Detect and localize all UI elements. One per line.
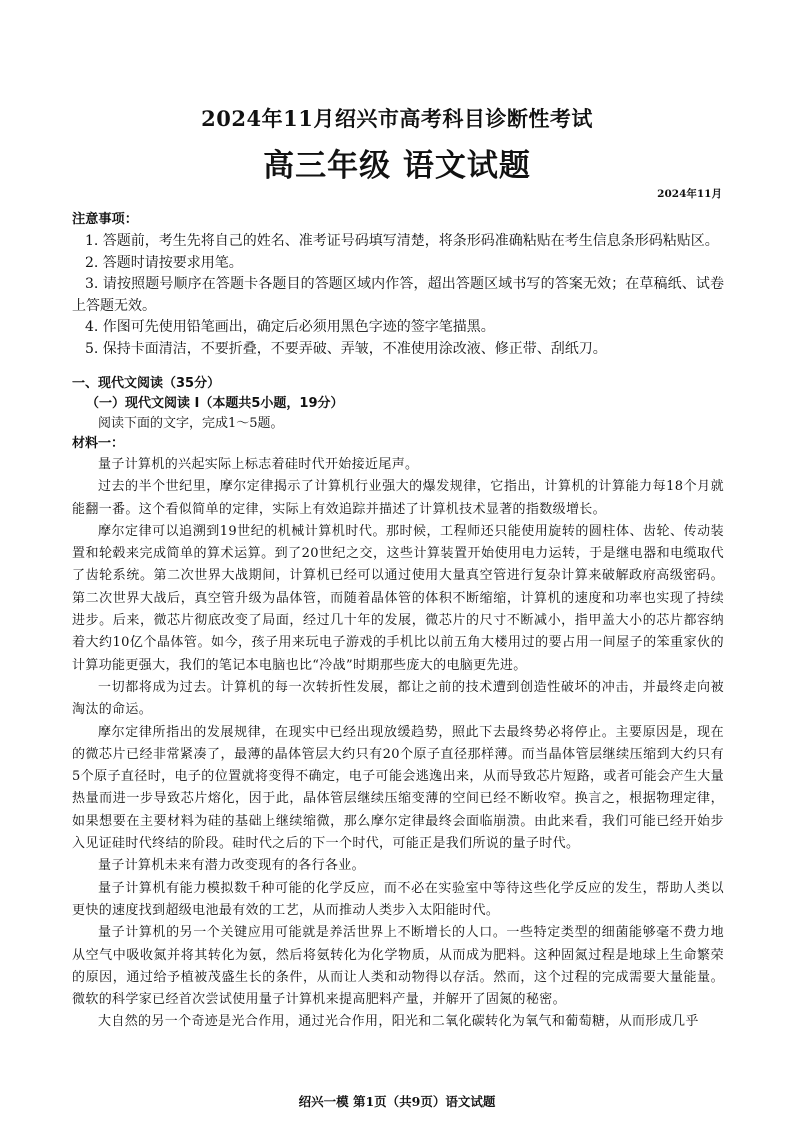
subject-title: 高三年级 语文试题 bbox=[263, 148, 531, 184]
passage-paragraph: 摩尔定律可以追溯到19世纪的机械计算机时代。那时候，工程师还只能使用旋转的圆柱体、齿轮、传动装置和轮毂来完成简单的算术运算。到了20世纪之交，这些计算装置开始使用电力运转，于是继电器和电缆取代了齿轮系统。第二次世界大战期间，计算机已经可以通过使用大量真空管进行复杂计算来破解政府高级密码。第二次世界大战后，真空管升级为晶体管，而随着晶体管的体积不断缩缩，计算机的速度和功率也实现了持续进步。后来，微芯片彻底改变了局面，经过几十年的发展，微芯片的尺寸不断减小，指甲盖大小的芯片都容纳着大约10亿个晶体管。如今，孩子用来玩电子游戏的手机比以前五角大楼用过的要占用一间屋子的笨重家伙的计算功能更强大，我们的笔记本电脑也比“冷战”时期那些庞大的电脑更先进。 bbox=[72, 523, 724, 673]
notice-item: 2. 答题时请按要求用笔。 bbox=[85, 254, 243, 271]
passage-paragraph: 过去的半个世纪里，摩尔定律揭示了计算机行业强大的爆发规律，它指出，计算机的计算能力每18个月就能翻一番。这个看似简单的定律，实际上有效追踪并描述了计算机技术显著的指数级增长。 bbox=[72, 479, 724, 517]
passage-paragraph: 一切都将成为过去。计算机的每一次转折性发展，都让之前的技术遭到创造性破坏的冲击，并最终走向被淘汰的命运。 bbox=[72, 679, 724, 718]
notice-item: 4. 作图可先使用铅笔画出，确定后必须用黑色字迹的签字笔描黑。 bbox=[85, 319, 495, 335]
section-subtitle: （一）现代文阅读 I（本题共5小题，19分） bbox=[86, 396, 344, 411]
notices-heading: 注意事项： bbox=[72, 212, 138, 227]
notice-item: 3. 请按照题号顺序在答题卡各题目的答题区域内作答，超出答题区域书写的答案无效；在草稿纸、试卷上答题无效。 bbox=[72, 276, 724, 314]
passage-paragraph: 量子计算机未来有潜力改变现有的各行各业。 bbox=[98, 858, 366, 874]
reading-instruction: 阅读下面的文字，完成1～5题。 bbox=[98, 416, 284, 431]
notice-item: 1. 答题前，考生先将自己的姓名、准考证号码填写清楚，将条形码准确粘贴在考生信息条形码粘贴区。 bbox=[85, 233, 719, 249]
passage-paragraph: 大自然的另一个奇迹是光合作用，通过光合作用，阳光和二氧化碳转化为氧气和葡萄糖，从而形成几乎 bbox=[98, 1014, 699, 1030]
section-title: 一、现代文阅读（35分） bbox=[72, 376, 221, 391]
passage-paragraph: 摩尔定律所指出的发展规律，在现实中已经出现放缓趋势，照此下去最终势必将停止。主要原因是，现在的微芯片已经非常紧凑了，最薄的晶体管层大约只有20个原子直径那样薄。而当晶体管层继续压缩到大约只有5个原子直径时，电子的位置就将变得不确定，电子可能会逃逸出来，从而导致芯片短路，或者可能会产生大量热量而进一步导致芯片熔化，因于此，晶体管层继续压缩变薄的空间已经不断收窄。换言之，根据物理定律，如果想要在主要材料为硅的基础上继续缩微，那么摩尔定律最终会面临崩溃。由此来看，我们可能已经开始步入见证硅时代终结的阶段。硅时代之后的下一个时代，可能正是我们所说的量子时代。 bbox=[72, 724, 724, 852]
material-label: 材料一： bbox=[72, 436, 125, 451]
notice-item: 5. 保持卡面清洁，不要折叠，不要弄破、弄皱，不准使用涂改液、修正带、刮纸刀。 bbox=[85, 340, 607, 357]
page-footer: 绍兴一模 第1页（共9页）语文试题 bbox=[298, 1094, 496, 1109]
passage-paragraph: 量子计算机的另一个关键应用可能就是养活世界上不断增长的人口。一些特定类型的细菌能够毫不费力地从空气中吸收氮并将其转化为氨，然后将氨转化为化学物质，从而成为肥料。这种固氮过程是地球上生命繁荣的原因，通过给予植被茂盛生长的条件，从而让人类和动物得以存活。然而，这个过程的完成需要大量能量。微软的科学家已经首次尝试使用量子计算机来提高肥料产量，并解开了固氮的秘密。 bbox=[72, 925, 724, 1008]
exam-title: 2024年11月绍兴市高考科目诊断性考试 bbox=[201, 106, 593, 131]
passage-paragraph: 量子计算机有能力模拟数千种可能的化学反应，而不必在实验室中等待这些化学反应的发生，帮助人类以更快的速度找到超级电池最有效的工艺，从而推动人类步入太阳能时代。 bbox=[72, 880, 724, 918]
exam-date: 2024年11月 bbox=[657, 188, 722, 200]
passage-paragraph: 量子计算机的兴起实际上标志着硅时代开始接近尾声。 bbox=[98, 457, 419, 472]
page-content bbox=[72, 209, 724, 1034]
